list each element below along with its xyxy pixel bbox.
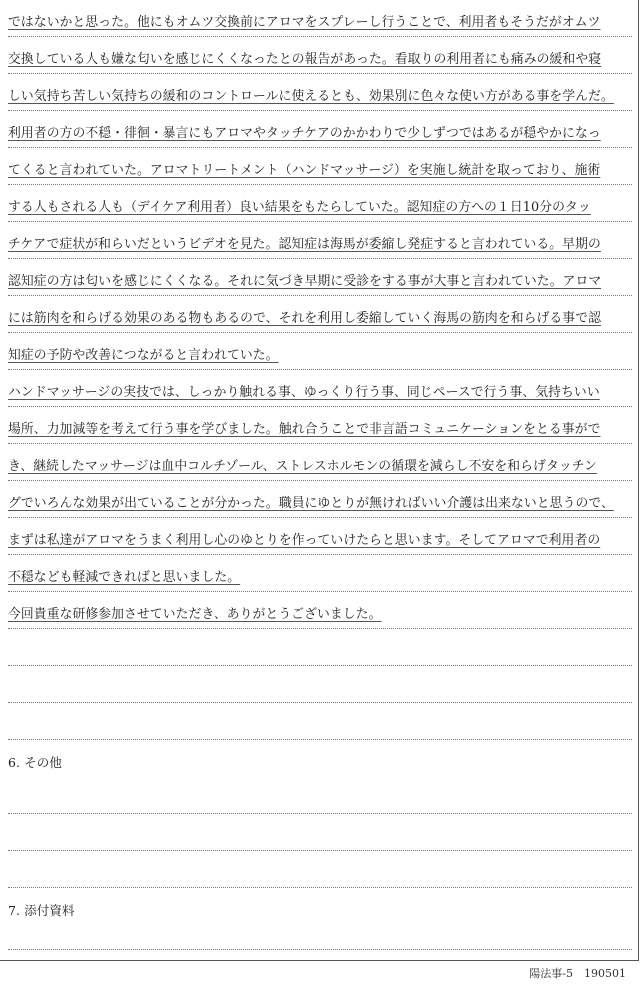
blank-line (8, 814, 632, 851)
blank-line (8, 913, 632, 950)
blank-line (8, 666, 632, 703)
text-line (8, 296, 632, 333)
section-6-heading: 6. その他 (8, 755, 62, 770)
line-text: 知症の予防や改善につながると言われていた。 (8, 348, 279, 363)
line-text: には筋肉を和らげる効果のある物もあるので、それを利用し委縮していく海馬の筋肉を和らげる事で認 (8, 311, 601, 326)
blank-line (8, 703, 632, 740)
section-7-heading: 7. 添付資料 (8, 903, 75, 918)
text-line (8, 592, 632, 629)
blank-line (8, 629, 632, 666)
blank-line (8, 851, 632, 888)
text-line (8, 407, 632, 444)
line-text: しい気持ち苦しい気持ちの緩和のコントロールに使えるとも、効果別に色々な使い方がある事を学んだ。 (8, 89, 614, 104)
text-line (8, 370, 632, 407)
text-line (8, 111, 632, 148)
line-text: 今回貴重な研修参加させていただき、ありがとうございました。 (8, 607, 382, 622)
line-text: 交換している人も嫌な匂いを感じにくくなったとの報告があった。看取りの利用者にも痛みの緩和や寝 (8, 52, 602, 67)
blank-line (8, 777, 632, 814)
line-text: 不穏なども軽減できればと思いました。 (8, 570, 241, 585)
text-line (8, 333, 632, 370)
text-line (8, 259, 632, 296)
text-line (8, 518, 632, 555)
text-line (8, 444, 632, 481)
text-line (8, 0, 632, 37)
line-text: ではないかと思った。他にもオムツ交換前にアロマをスプレーし行うことで、利用者もそうだがオムツ (8, 15, 601, 30)
line-text: まずは私達がアロマをうまく利用し心のゆとりを作っていけたらと思います。そしてアロマで利用者の (8, 533, 601, 548)
line-text: き、継続したマッサージは血中コルチゾール、ストレスホルモンの循環を減らし不安を和らげタッチン (8, 459, 597, 474)
text-line (8, 74, 632, 111)
line-text: 利用者の方の不穏・徘徊・暴言にもアロマやタッチケアのかかわりで少しずつではあるが穏やかになっ (8, 126, 601, 141)
line-text: ハンドマッサージの実技では、しっかり触れる事、ゆっくり行う事、同じペースで行う事、気持ちいい (8, 385, 600, 400)
text-line (8, 481, 632, 518)
text-line (8, 222, 632, 259)
line-text: チケアで症状が和らいだというビデオを見た。認知症は海馬が委縮し発症すると言われている。早期の (8, 237, 601, 252)
line-text: グでいろんな効果が出ていることが分かった。職員にゆとりが無ければいい介護は出来ないと思うので、 (8, 496, 614, 511)
document-code: 陽法事-5 190501 (529, 967, 626, 980)
line-text: する人もされる人も（デイケア利用者）良い結果をもたらしていた。認知症の方への１日10分のタッ (8, 200, 591, 215)
section-6 (8, 740, 632, 777)
text-line (8, 148, 632, 185)
text-line (8, 185, 632, 222)
text-line (8, 555, 632, 592)
line-text: てくると言われていた。アロマトリートメント（ハンドマッサージ）を実施し統計を取っており、施術 (8, 163, 601, 178)
line-text: 認知症の方は匂いを感じにくくなる。それに気づき早期に受診をする事が大事と言われていた。アロマ (8, 274, 602, 289)
line-text: 場所、力加減等を考えて行う事を学びました。触れ合うことで非言語コミュニケーションをとる事がで (8, 422, 601, 437)
text-line (8, 37, 632, 74)
